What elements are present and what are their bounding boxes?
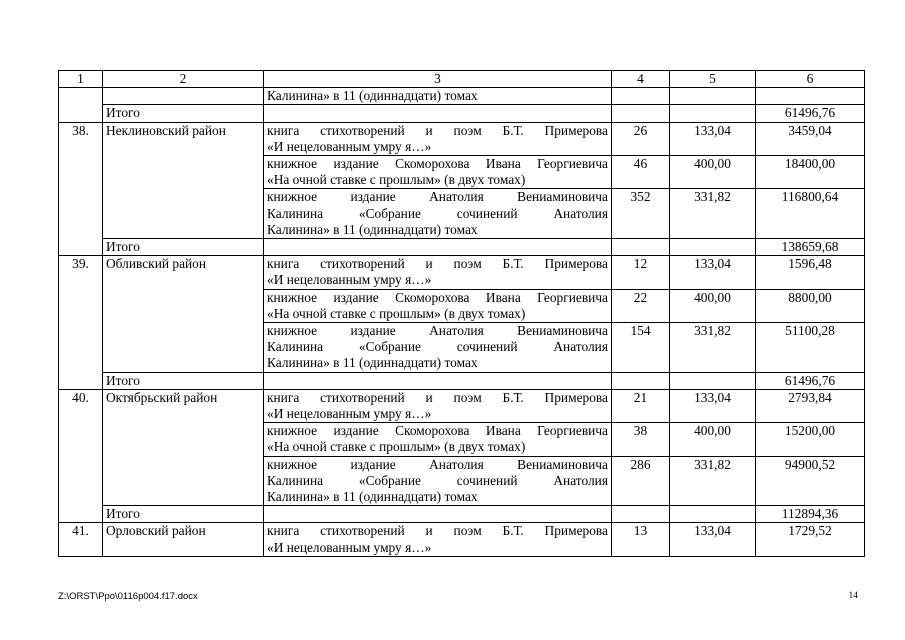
line-sum: 51100,28 bbox=[756, 323, 865, 373]
item-description bbox=[264, 323, 612, 373]
description-line: книга стихотворений и поэм Б.Т. Примерова bbox=[267, 523, 608, 539]
item-description bbox=[264, 239, 612, 256]
quantity: 286 bbox=[612, 456, 670, 506]
item-description bbox=[264, 122, 612, 155]
district-name: Октябрьский район bbox=[103, 389, 264, 505]
description-line: Калинина» в 11 (одиннадцати) томах bbox=[267, 221, 478, 237]
quantity bbox=[612, 372, 670, 389]
description-line: Калинина «Собрание сочинений Анатолия bbox=[267, 205, 608, 221]
item-description bbox=[264, 105, 612, 122]
unit-price: 133,04 bbox=[670, 122, 756, 155]
line-sum: 116800,64 bbox=[756, 189, 865, 239]
district-name: Обливский район bbox=[103, 256, 264, 372]
unit-price: 400,00 bbox=[670, 156, 756, 189]
item-description bbox=[264, 423, 612, 456]
line-sum: 94900,52 bbox=[756, 456, 865, 506]
total-row bbox=[59, 372, 865, 389]
item-description bbox=[264, 523, 612, 556]
item-description bbox=[264, 256, 612, 289]
total-label: Итого bbox=[103, 372, 264, 389]
column-header: 1 bbox=[59, 71, 103, 88]
table-row bbox=[59, 523, 865, 556]
description-line: Калинина» в 11 (одиннадцати) томах bbox=[267, 355, 478, 371]
total-sum: 112894,36 bbox=[756, 506, 865, 523]
unit-price: 400,00 bbox=[670, 289, 756, 322]
table-row bbox=[59, 122, 865, 155]
line-sum: 15200,00 bbox=[756, 423, 865, 456]
table-body bbox=[59, 71, 865, 557]
description-line: книжное издание Скоморохова Ивана Георгиевича bbox=[267, 156, 608, 172]
row-number-cell bbox=[59, 88, 103, 122]
price-cell bbox=[670, 88, 756, 105]
line-sum: 18400,00 bbox=[756, 156, 865, 189]
total-row bbox=[59, 105, 865, 122]
unit-price: 133,04 bbox=[670, 389, 756, 422]
row-number: 38. bbox=[59, 122, 103, 256]
description-line: книжное издание Анатолия Вениаминовича bbox=[267, 189, 608, 205]
district-name: Орловский район bbox=[103, 523, 264, 556]
total-label: Итого bbox=[103, 239, 264, 256]
item-description: Калинина» в 11 (одиннадцати) томах bbox=[264, 88, 612, 105]
file-path: Z:\ORST\Ppo\0116p004.f17.docx bbox=[58, 591, 198, 602]
qty-cell bbox=[612, 88, 670, 105]
line-sum: 3459,04 bbox=[756, 122, 865, 155]
description-line: «На очной ставке с прошлым» (в двух томах) bbox=[267, 439, 526, 455]
total-label: Итого bbox=[103, 105, 264, 122]
unit-price: 400,00 bbox=[670, 423, 756, 456]
quantity: 26 bbox=[612, 122, 670, 155]
quantity: 352 bbox=[612, 189, 670, 239]
description-line: книга стихотворений и поэм Б.Т. Примерова bbox=[267, 389, 608, 405]
description-line: «И нецелованным умру я…» bbox=[267, 272, 432, 288]
description-line: Калинина» в 11 (одиннадцати) томах bbox=[267, 489, 478, 505]
total-row bbox=[59, 506, 865, 523]
table-row bbox=[59, 389, 865, 422]
unit-price: 331,82 bbox=[670, 189, 756, 239]
quantity: 12 bbox=[612, 256, 670, 289]
row-number: 39. bbox=[59, 256, 103, 390]
description-line: книжное издание Скоморохова Ивана Георгиевича bbox=[267, 423, 608, 439]
district-cell bbox=[103, 88, 264, 105]
description-line: Калинина «Собрание сочинений Анатолия bbox=[267, 339, 608, 355]
item-description bbox=[264, 506, 612, 523]
quantity: 22 bbox=[612, 289, 670, 322]
description-line: «И нецелованным умру я…» bbox=[267, 539, 432, 555]
column-header: 4 bbox=[612, 71, 670, 88]
table-row bbox=[59, 256, 865, 289]
quantity: 38 bbox=[612, 423, 670, 456]
total-sum: 138659,68 bbox=[756, 239, 865, 256]
continuation-row bbox=[59, 88, 865, 105]
description-line: книга стихотворений и поэм Б.Т. Примерова bbox=[267, 256, 608, 272]
page-number: 14 bbox=[848, 591, 858, 601]
line-sum: 8800,00 bbox=[756, 289, 865, 322]
quantity bbox=[612, 506, 670, 523]
unit-price: 331,82 bbox=[670, 456, 756, 506]
line-sum: 1596,48 bbox=[756, 256, 865, 289]
total-label: Итого bbox=[103, 506, 264, 523]
item-description bbox=[264, 189, 612, 239]
column-header: 3 bbox=[264, 71, 612, 88]
quantity bbox=[612, 239, 670, 256]
budget-table bbox=[58, 70, 865, 557]
column-header: 6 bbox=[756, 71, 865, 88]
item-description bbox=[264, 156, 612, 189]
unit-price bbox=[670, 239, 756, 256]
line-sum: 2793,84 bbox=[756, 389, 865, 422]
description-line: книжное издание Анатолия Вениаминовича bbox=[267, 323, 608, 339]
quantity: 46 bbox=[612, 156, 670, 189]
description-line: книжное издание Анатолия Вениаминовича bbox=[267, 456, 608, 472]
item-description bbox=[264, 456, 612, 506]
unit-price: 133,04 bbox=[670, 523, 756, 556]
unit-price: 133,04 bbox=[670, 256, 756, 289]
description-line: «И нецелованным умру я…» bbox=[267, 406, 432, 422]
item-description bbox=[264, 389, 612, 422]
qty-cell bbox=[612, 105, 670, 122]
description-line: книга стихотворений и поэм Б.Т. Примерова bbox=[267, 122, 608, 138]
quantity: 21 bbox=[612, 389, 670, 422]
quantity: 13 bbox=[612, 523, 670, 556]
price-cell bbox=[670, 105, 756, 122]
total-sum: 61496,76 bbox=[756, 105, 865, 122]
row-number: 40. bbox=[59, 389, 103, 523]
description-line: книжное издание Скоморохова Ивана Георгиевича bbox=[267, 289, 608, 305]
description-line: Калинина «Собрание сочинений Анатолия bbox=[267, 472, 608, 488]
district-name: Неклиновский район bbox=[103, 122, 264, 238]
unit-price bbox=[670, 372, 756, 389]
total-row bbox=[59, 239, 865, 256]
unit-price: 331,82 bbox=[670, 323, 756, 373]
line-sum: 1729,52 bbox=[756, 523, 865, 556]
item-description bbox=[264, 372, 612, 389]
unit-price bbox=[670, 506, 756, 523]
header-row bbox=[59, 71, 865, 88]
column-header: 2 bbox=[103, 71, 264, 88]
item-description bbox=[264, 289, 612, 322]
column-header: 5 bbox=[670, 71, 756, 88]
sum-cell bbox=[756, 88, 865, 105]
total-sum: 61496,76 bbox=[756, 372, 865, 389]
description-line: «На очной ставке с прошлым» (в двух томах) bbox=[267, 305, 526, 321]
description-line: «На очной ставке с прошлым» (в двух томах) bbox=[267, 172, 526, 188]
description-line: «И нецелованным умру я…» bbox=[267, 138, 432, 154]
row-number: 41. bbox=[59, 523, 103, 556]
quantity: 154 bbox=[612, 323, 670, 373]
